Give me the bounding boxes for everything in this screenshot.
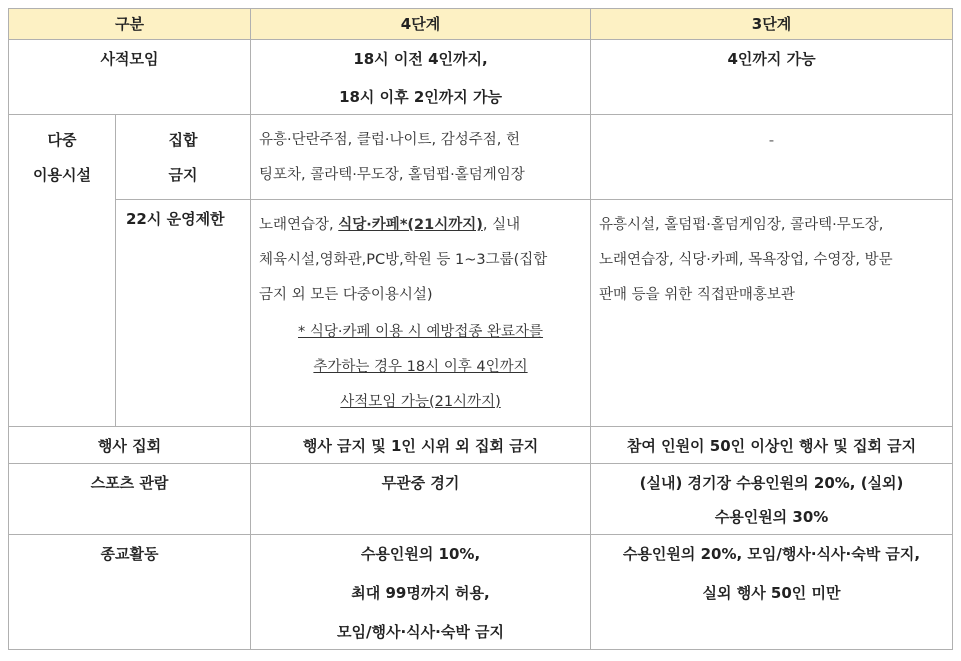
religion-step4 [251, 535, 591, 650]
private-step4 [251, 40, 591, 115]
ban-step3: - [591, 115, 953, 200]
header-step3: 3단계 [591, 9, 953, 40]
header-category: 구분 [9, 9, 251, 40]
header-row [9, 9, 953, 40]
label-ban-line1: 집합 [168, 131, 198, 149]
limit-step4 [251, 200, 591, 427]
religion-step3 [591, 535, 953, 650]
ban-step4-line1: 유흥·단란주점, 클럽·나이트, 감성주점, 헌 [259, 132, 520, 148]
row-facilities-limit [9, 200, 953, 427]
limit-step4-note [259, 315, 582, 420]
label-ban-line2: 금지 [168, 166, 198, 184]
row-private-gathering [9, 40, 953, 115]
limit-step4-line2: 체육시설,영화관,PC방,학원 등 1~3그룹(집합 [259, 252, 548, 268]
private-step4-line1: 18시 이전 4인까지, [353, 50, 488, 68]
limit-step4-line3: 금지 외 모든 다중이용시설) [259, 287, 433, 303]
religion-step4-line1: 수용인원의 10%, [360, 545, 481, 563]
policy-table-container [8, 8, 953, 650]
events-step3: 참여 인원이 50인 이상인 행사 및 집회 금지 [591, 427, 953, 464]
label-22h-limit: 22시 운영제한 [116, 200, 251, 427]
distancing-rules-table [8, 8, 953, 650]
limit-step3-line3: 판매 등을 위한 직접판매홍보관 [599, 287, 795, 303]
row-sports [9, 464, 953, 535]
header-step4: 4단계 [251, 9, 591, 40]
private-step4-line2: 18시 이후 2인까지 가능 [339, 88, 502, 106]
label-gathering-ban [116, 115, 251, 200]
ban-step4-line2: 팅포차, 콜라텍·무도장, 홀덤펍·홀덤게임장 [259, 167, 525, 183]
religion-step3-line1: 수용인원의 20%, 모임/행사·식사·숙박 금지, [622, 545, 921, 563]
sports-step3-line2: 수용인원의 30% [714, 508, 829, 526]
row-events [9, 427, 953, 464]
label-religion: 종교활동 [9, 535, 251, 650]
note-line1: * 식당·카페 이용 시 예방접종 완료자를 [298, 324, 544, 340]
limit-step3-line2: 노래연습장, 식당·카페, 목욕장업, 수영장, 방문 [599, 252, 893, 268]
limit-step4-post: , 실내 [482, 217, 521, 233]
sports-step3-line1: (실내) 경기장 수용인원의 20%, (실외) [639, 474, 904, 492]
events-step4: 행사 금지 및 1인 시위 외 집회 금지 [251, 427, 591, 464]
label-events: 행사 집회 [9, 427, 251, 464]
row-facilities-ban [9, 115, 953, 200]
religion-step3-line2: 실외 행사 50인 미만 [702, 584, 841, 602]
sports-step3 [591, 464, 953, 535]
row-religion [9, 535, 953, 650]
limit-step4-emphasis: 식당·카페*(21시까지) [338, 217, 483, 233]
label-private-gathering: 사적모임 [9, 40, 251, 115]
religion-step4-line2: 최대 99명까지 허용, [351, 584, 490, 602]
ban-step4 [251, 115, 591, 200]
sports-step4: 무관중 경기 [251, 464, 591, 535]
note-line2: 추가하는 경우 18시 이후 4인까지 [313, 359, 528, 375]
label-sports: 스포츠 관람 [9, 464, 251, 535]
limit-step3-line1: 유흥시설, 홀덤펍·홀덤게임장, 콜라텍·무도장, [599, 217, 884, 233]
private-step3: 4인까지 가능 [591, 40, 953, 115]
label-facilities-line2: 이용시설 [33, 166, 91, 184]
limit-step4-pre: 노래연습장, [259, 217, 339, 233]
label-facilities-line1: 다중 [47, 131, 77, 149]
note-line3: 사적모임 가능(21시까지) [340, 394, 501, 410]
label-facilities [9, 115, 116, 427]
limit-step4-line1 [259, 208, 582, 243]
religion-step4-line3: 모임/행사·식사·숙박 금지 [337, 623, 505, 641]
limit-step3 [591, 200, 953, 427]
